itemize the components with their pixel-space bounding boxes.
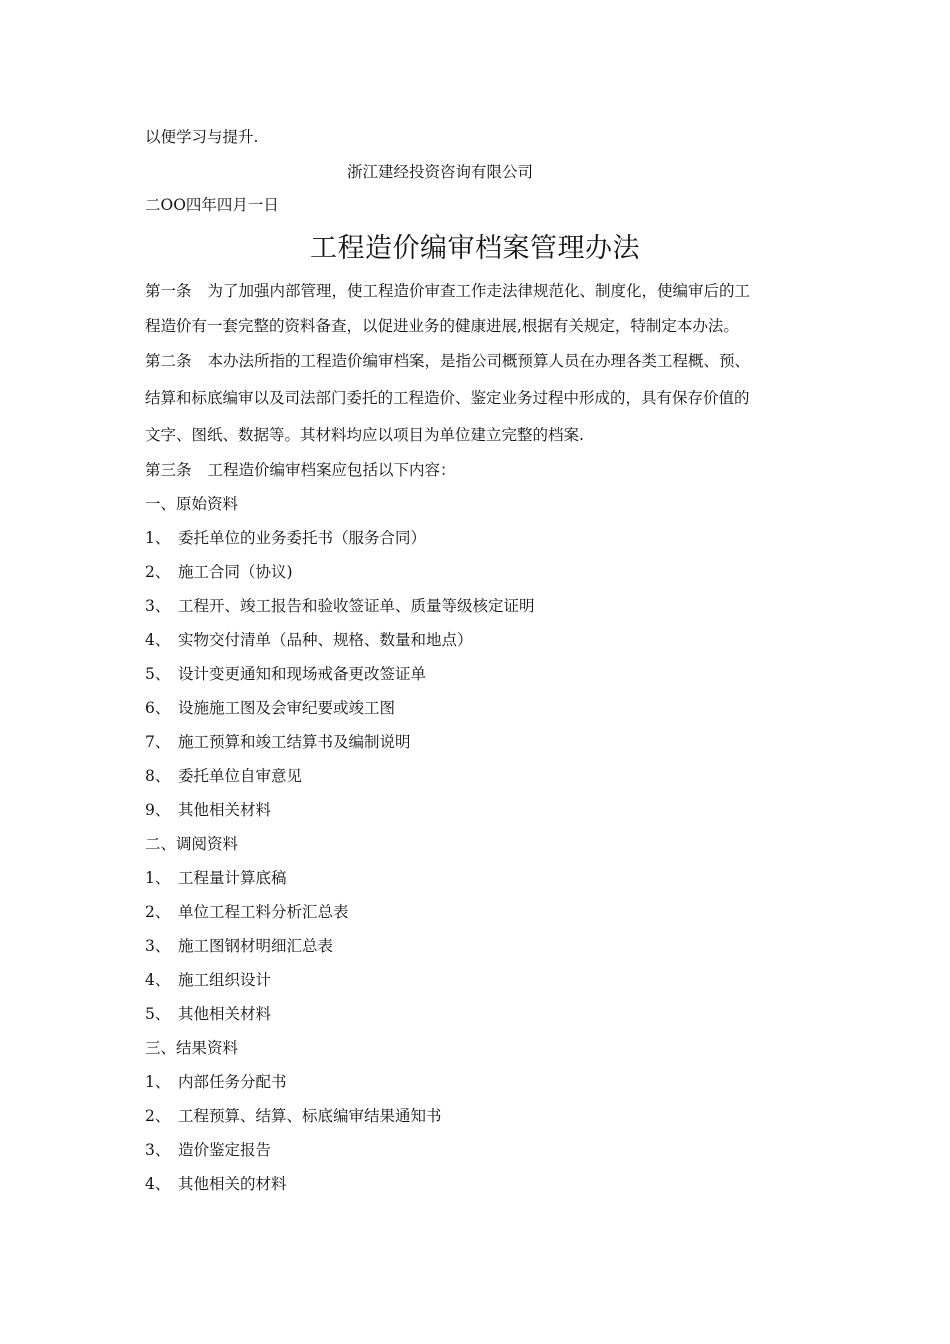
list-item-number: 2、 — [145, 563, 171, 581]
list-item — [145, 766, 302, 786]
list-item — [145, 1174, 287, 1194]
section-heading-result: 三、结果资料 — [145, 1039, 239, 1057]
list-item — [145, 970, 271, 990]
list-item-number: 3、 — [145, 1141, 171, 1159]
document-date: 二OO四年四月一日 — [145, 196, 279, 214]
list-item-number: 8、 — [145, 767, 171, 785]
list-item — [145, 562, 293, 582]
article-2-label: 第二条 — [145, 352, 192, 370]
list-item-text: 工程量计算底稿 — [178, 869, 287, 887]
list-item-text: 施工组织设计 — [178, 971, 272, 989]
list-item-text: 施工合同（协议) — [178, 563, 293, 581]
list-item — [145, 664, 426, 684]
list-item-number: 4、 — [145, 1175, 171, 1193]
list-item-text: 委托单位自审意见 — [178, 767, 303, 785]
list-item-number: 4、 — [145, 971, 171, 989]
list-item-number: 1、 — [145, 869, 171, 887]
list-item-text: 其他相关的材料 — [178, 1175, 287, 1193]
article-1-label: 第一条 — [145, 282, 192, 300]
article-2-text-1: 本办法所指的工程造价编审档案，是指公司概预算人员在办理各类工程概、预、 — [207, 352, 751, 370]
list-item-text: 工程开、竣工报告和验收签证单、质量等级核定证明 — [178, 597, 535, 615]
list-item-text: 施工图钢材明细汇总表 — [178, 937, 334, 955]
article-3-line — [145, 460, 456, 480]
article-2-line-3: 文字、图纸、数据等。其材料均应以项目为单位建立完整的档案. — [145, 426, 584, 444]
article-2-line-2: 结算和标底编审以及司法部门委托的工程造价、鉴定业务过程中形成的，具有保存价值的 — [145, 389, 750, 407]
article-1-text-1: 为了加强内部管理，使工程造价审查工作走法律规范化、制度化，使编审后的工 — [207, 282, 751, 300]
list-item-text: 工程预算、结算、标底编审结果通知书 — [178, 1107, 442, 1125]
list-item — [145, 936, 333, 956]
list-item-text: 内部任务分配书 — [178, 1073, 287, 1091]
list-item — [145, 596, 535, 616]
list-item — [145, 800, 271, 820]
list-item-number: 5、 — [145, 665, 171, 683]
intro-tail: 以便学习与提升. — [145, 128, 259, 146]
list-item-number: 3、 — [145, 937, 171, 955]
list-item-text: 单位工程工料分析汇总表 — [178, 903, 349, 921]
article-1-line-1 — [145, 281, 750, 301]
section-heading-consulted: 二、调阅资料 — [145, 835, 239, 853]
list-item-number: 6、 — [145, 699, 171, 717]
article-3-label: 第三条 — [145, 461, 192, 479]
article-1-line-2: 程造价有一套完整的资料备查，以促进业务的健康进展,根据有关规定，特制定本办法。 — [145, 317, 739, 335]
list-item — [145, 528, 426, 548]
list-item-text: 实物交付清单（品种、规格、数量和地点） — [178, 631, 473, 649]
list-item-number: 2、 — [145, 1107, 171, 1125]
list-item-number: 9、 — [145, 801, 171, 819]
list-item-number: 4、 — [145, 631, 171, 649]
list-item — [145, 1004, 271, 1024]
list-item-text: 其他相关材料 — [178, 1005, 272, 1023]
list-item-number: 2、 — [145, 903, 171, 921]
list-item — [145, 698, 395, 718]
list-item — [145, 868, 287, 888]
article-2-line-1 — [145, 351, 750, 371]
article-3-text: 工程造价编审档案应包括以下内容： — [207, 461, 456, 479]
list-item-text: 其他相关材料 — [178, 801, 272, 819]
list-item-text: 施工预算和竣工结算书及编制说明 — [178, 733, 411, 751]
list-item-number: 1、 — [145, 529, 171, 547]
list-item — [145, 902, 349, 922]
list-item-text: 设计变更通知和现场戒备更改签证单 — [178, 665, 427, 683]
list-item — [145, 1140, 271, 1160]
list-item-text: 委托单位的业务委托书（服务合同） — [178, 529, 427, 547]
list-item — [145, 1106, 442, 1126]
company-name: 浙江建经投资咨询有限公司 — [346, 163, 533, 181]
list-item — [145, 630, 473, 650]
list-item-text: 设施施工图及会审纪要或竣工图 — [178, 699, 396, 717]
list-item-number: 7、 — [145, 733, 171, 751]
document-title: 工程造价编审档案管理办法 — [310, 233, 640, 264]
list-item-text: 造价鉴定报告 — [178, 1141, 272, 1159]
list-item — [145, 1072, 287, 1092]
list-item-number: 5、 — [145, 1005, 171, 1023]
list-item-number: 1、 — [145, 1073, 171, 1091]
list-item — [145, 732, 411, 752]
list-item-number: 3、 — [145, 597, 171, 615]
section-heading-original: 一、原始资料 — [145, 495, 239, 513]
